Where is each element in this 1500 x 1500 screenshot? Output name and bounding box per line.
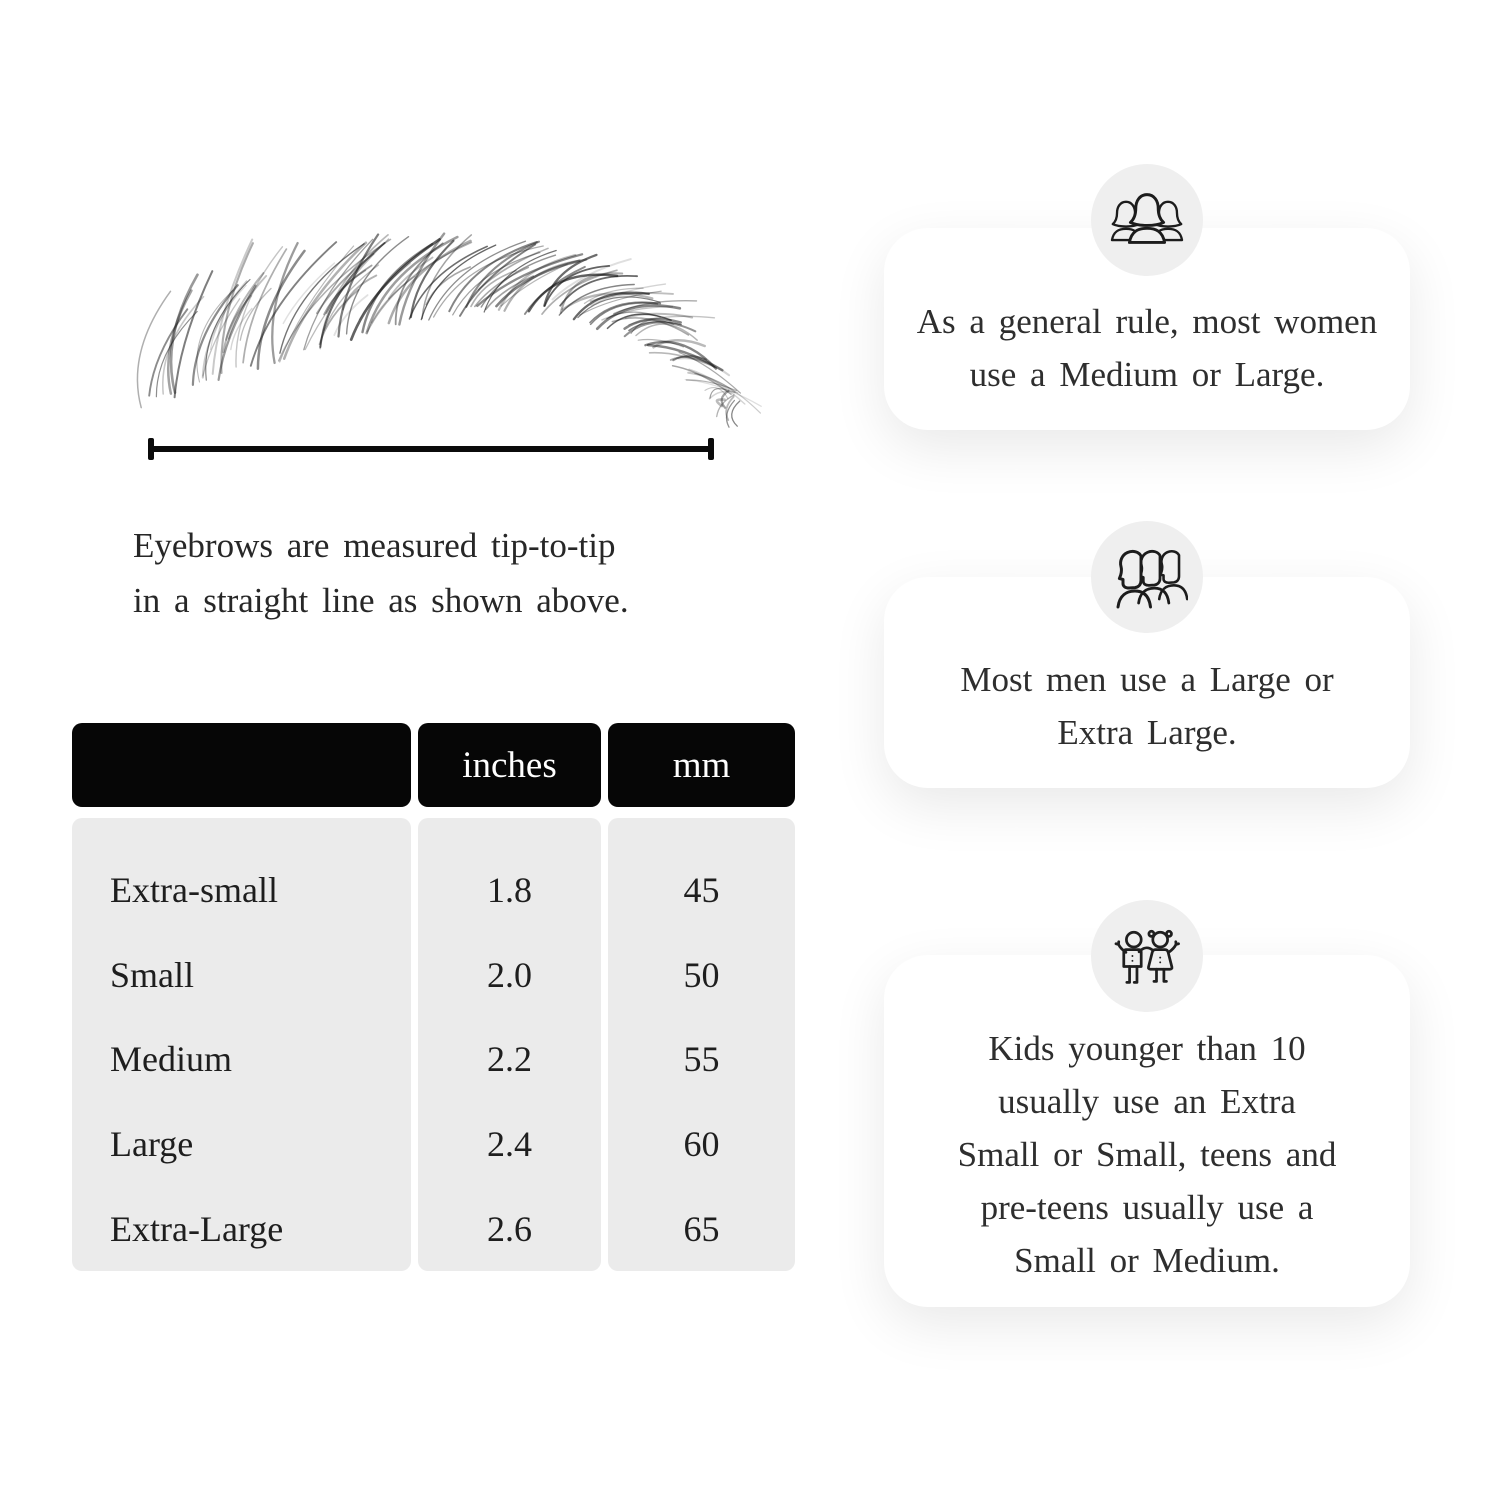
card-text-line: Extra Large.	[1057, 712, 1237, 752]
icon-circle	[1091, 164, 1203, 276]
card-text-line: Small or Medium.	[1014, 1240, 1280, 1280]
card-text-line: Small or Small, teens and	[957, 1134, 1337, 1174]
table-row: Large	[110, 1124, 194, 1165]
table-header-mm: mm	[608, 723, 795, 807]
measure-right-cap	[708, 438, 714, 460]
table-cell: 55	[683, 1039, 720, 1080]
caption-line-2: in a straight line as shown above.	[133, 581, 629, 620]
icon-circle	[1091, 900, 1203, 1012]
table-cell: 45	[683, 870, 720, 911]
table-column-mm	[608, 818, 795, 1271]
table-cell: 2.6	[487, 1208, 532, 1249]
card-text-line: Most men use a Large or	[960, 659, 1334, 699]
card-text-line: Kids younger than 10	[988, 1028, 1306, 1068]
card-text-line: use a Medium or Large.	[969, 355, 1325, 394]
table-cell: 2.0	[487, 954, 532, 995]
table-cell: 2.2	[487, 1039, 532, 1080]
table-row: Extra-Large	[110, 1208, 284, 1249]
icon-circle	[1091, 521, 1203, 633]
card-text-line: As a general rule, most women	[916, 302, 1378, 341]
eyebrow-illustration	[0, 0, 790, 470]
table-cell: 65	[683, 1208, 720, 1249]
card-text-line: pre-teens usually use a	[980, 1187, 1314, 1227]
table-cell: 1.8	[487, 870, 532, 911]
men-icon	[1106, 543, 1188, 611]
women-icon	[1107, 188, 1187, 252]
measurement-line	[148, 438, 714, 460]
card-text-line: usually use an Extra	[998, 1081, 1296, 1121]
table-cell: 2.4	[487, 1124, 532, 1165]
table-cell: 50	[683, 954, 720, 995]
table-header-size	[72, 723, 411, 807]
table-row: Small	[110, 954, 195, 995]
table-header-inches: inches	[418, 723, 601, 807]
table-cell: 60	[683, 1124, 720, 1165]
measure-bar	[154, 446, 708, 452]
measurement-caption	[133, 518, 629, 628]
table-column-inches	[418, 818, 601, 1271]
table-column-sizes	[72, 818, 411, 1271]
table-row: Medium	[110, 1039, 232, 1080]
caption-line-1: Eyebrows are measured tip-to-tip	[133, 526, 616, 565]
table-row: Extra-small	[110, 870, 278, 911]
size-table	[72, 723, 795, 1271]
kids-icon	[1109, 922, 1185, 990]
